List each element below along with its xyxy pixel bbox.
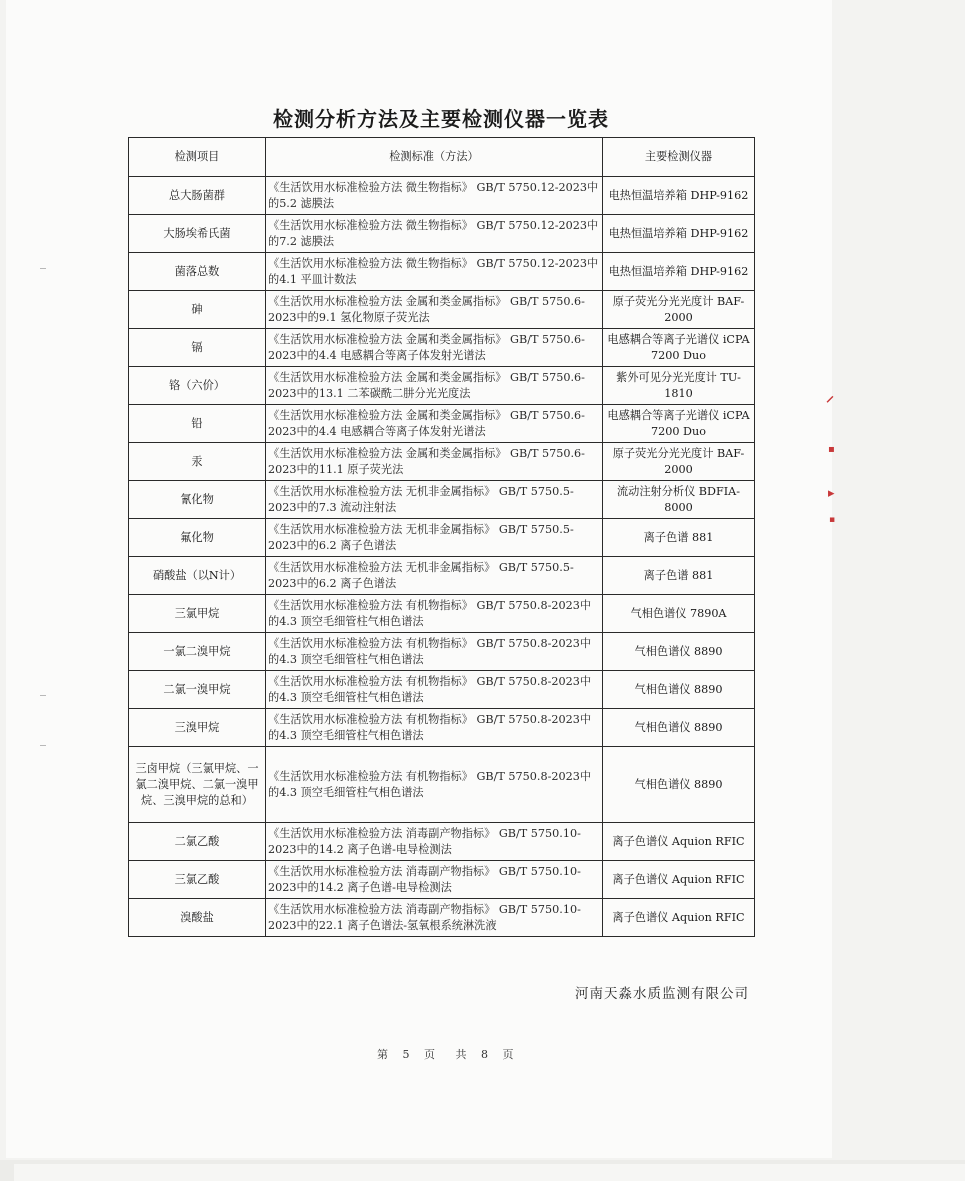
row-standard-cell: 《生活饮用水标准检验方法 有机物指标》 GB/T 5750.8-2023中的4.3 顶空毛细管柱气相色谱法 — [266, 595, 603, 633]
row-instrument-cell: 离子色谱仪 Aquion RFIC — [603, 861, 755, 899]
row-standard-cell: 《生活饮用水标准检验方法 金属和类金属指标》 GB/T 5750.6-2023中的11.1 原子荧光法 — [266, 443, 603, 481]
row-standard-cell: 《生活饮用水标准检验方法 微生物指标》 GB/T 5750.12-2023中的5.2 滤膜法 — [266, 177, 603, 215]
table-header-row — [129, 138, 755, 177]
table-body — [129, 177, 755, 937]
table-row — [129, 671, 755, 709]
table-row — [129, 823, 755, 861]
row-instrument-cell: 气相色谱仪 8890 — [603, 671, 755, 709]
row-instrument-cell: 离子色谱 881 — [603, 557, 755, 595]
row-item-cell: 硝酸盐（以N计） — [129, 557, 266, 595]
row-standard-cell: 《生活饮用水标准检验方法 消毒副产物指标》 GB/T 5750.10-2023中的14.2 离子色谱-电导检测法 — [266, 823, 603, 861]
row-standard-cell: 《生活饮用水标准检验方法 微生物指标》 GB/T 5750.12-2023中的4.1 平皿计数法 — [266, 253, 603, 291]
row-item-cell: 一氯二溴甲烷 — [129, 633, 266, 671]
row-instrument-cell: 电热恒温培养箱 DHP-9162 — [603, 177, 755, 215]
header-standard: 检测标准（方法） — [266, 138, 603, 177]
table-row — [129, 557, 755, 595]
row-standard-cell: 《生活饮用水标准检验方法 金属和类金属指标》 GB/T 5750.6-2023中的13.1 二苯碳酰二肼分光光度法 — [266, 367, 603, 405]
row-item-cell: 溴酸盐 — [129, 899, 266, 937]
row-standard-cell: 《生活饮用水标准检验方法 消毒副产物指标》 GB/T 5750.10-2023中的22.1 离子色谱法-氢氧根系统淋洗液 — [266, 899, 603, 937]
stamp-fragment: ▸ — [828, 486, 835, 501]
row-standard-cell: 《生活饮用水标准检验方法 无机非金属指标》 GB/T 5750.5-2023中的6.2 离子色谱法 — [266, 519, 603, 557]
table-row — [129, 899, 755, 937]
row-instrument-cell: 气相色谱仪 8890 — [603, 747, 755, 823]
row-instrument-cell: 气相色谱仪 7890A — [603, 595, 755, 633]
row-standard-cell: 《生活饮用水标准检验方法 微生物指标》 GB/T 5750.12-2023中的7.2 滤膜法 — [266, 215, 603, 253]
row-standard-cell: 《生活饮用水标准检验方法 金属和类金属指标》 GB/T 5750.6-2023中的4.4 电感耦合等离子体发射光谱法 — [266, 329, 603, 367]
total-unit: 页 — [502, 1048, 514, 1061]
row-instrument-cell: 气相色谱仪 8890 — [603, 633, 755, 671]
row-standard-cell: 《生活饮用水标准检验方法 无机非金属指标》 GB/T 5750.5-2023中的6.2 离子色谱法 — [266, 557, 603, 595]
row-instrument-cell: 电热恒温培养箱 DHP-9162 — [603, 253, 755, 291]
row-item-cell: 三氯甲烷 — [129, 595, 266, 633]
row-instrument-cell: 原子荧光分光光度计 BAF-2000 — [603, 291, 755, 329]
row-standard-cell: 《生活饮用水标准检验方法 有机物指标》 GB/T 5750.8-2023中的4.3 顶空毛细管柱气相色谱法 — [266, 709, 603, 747]
row-item-cell: 铅 — [129, 405, 266, 443]
scan-mark — [40, 695, 46, 696]
row-standard-cell: 《生活饮用水标准检验方法 有机物指标》 GB/T 5750.8-2023中的4.3 顶空毛细管柱气相色谱法 — [266, 633, 603, 671]
table-row — [129, 519, 755, 557]
table-row — [129, 177, 755, 215]
row-item-cell: 二氯一溴甲烷 — [129, 671, 266, 709]
row-item-cell: 氟化物 — [129, 519, 266, 557]
row-instrument-cell: 紫外可见分光光度计 TU-1810 — [603, 367, 755, 405]
row-item-cell: 二氯乙酸 — [129, 823, 266, 861]
row-item-cell: 大肠埃希氏菌 — [129, 215, 266, 253]
page-unit: 页 — [424, 1048, 435, 1061]
row-instrument-cell: 离子色谱仪 Aquion RFIC — [603, 823, 755, 861]
table-row — [129, 709, 755, 747]
row-item-cell: 砷 — [129, 291, 266, 329]
row-item-cell: 菌落总数 — [129, 253, 266, 291]
row-standard-cell: 《生活饮用水标准检验方法 金属和类金属指标》 GB/T 5750.6-2023中的4.4 电感耦合等离子体发射光谱法 — [266, 405, 603, 443]
row-standard-cell: 《生活饮用水标准检验方法 无机非金属指标》 GB/T 5750.5-2023中的7.3 流动注射法 — [266, 481, 603, 519]
table-row — [129, 595, 755, 633]
row-standard-cell: 《生活饮用水标准检验方法 有机物指标》 GB/T 5750.8-2023中的4.3 顶空毛细管柱气相色谱法 — [266, 747, 603, 823]
table-row — [129, 443, 755, 481]
row-item-cell: 汞 — [129, 443, 266, 481]
scan-mark — [40, 745, 46, 746]
stamp-fragment: ▪ — [828, 444, 835, 455]
row-instrument-cell: 原子荧光分光光度计 BAF-2000 — [603, 443, 755, 481]
row-item-cell: 三氯乙酸 — [129, 861, 266, 899]
row-item-cell: 总大肠菌群 — [129, 177, 266, 215]
header-instrument: 主要检测仪器 — [603, 138, 755, 177]
header-item: 检测项目 — [129, 138, 266, 177]
document-title: 检测分析方法及主要检测仪器一览表 — [273, 107, 609, 131]
row-item-cell: 镉 — [129, 329, 266, 367]
row-standard-cell: 《生活饮用水标准检验方法 有机物指标》 GB/T 5750.8-2023中的4.3 顶空毛细管柱气相色谱法 — [266, 671, 603, 709]
row-instrument-cell: 离子色谱 881 — [603, 519, 755, 557]
stamp-fragment: ▪ — [829, 515, 836, 525]
row-instrument-cell: 电感耦合等离子光谱仪 iCPA 7200 Duo — [603, 329, 755, 367]
row-item-cell: 三卤甲烷（三氯甲烷、一氯二溴甲烷、二氯一溴甲烷、三溴甲烷的总和） — [129, 747, 266, 823]
row-standard-cell: 《生活饮用水标准检验方法 消毒副产物指标》 GB/T 5750.10-2023中的14.2 离子色谱-电导检测法 — [266, 861, 603, 899]
next-page-edge — [0, 1160, 965, 1181]
row-item-cell: 氰化物 — [129, 481, 266, 519]
total-label: 共 — [455, 1048, 467, 1061]
row-item-cell: 铬（六价） — [129, 367, 266, 405]
row-instrument-cell: 离子色谱仪 Aquion RFIC — [603, 899, 755, 937]
row-instrument-cell: 气相色谱仪 8890 — [603, 709, 755, 747]
table-row — [129, 633, 755, 671]
table-row — [129, 215, 755, 253]
table-row — [129, 329, 755, 367]
scan-mark — [40, 268, 46, 269]
table-row — [129, 481, 755, 519]
row-instrument-cell: 电热恒温培养箱 DHP-9162 — [603, 215, 755, 253]
table-row — [129, 291, 755, 329]
methods-table — [128, 137, 755, 937]
table-row — [129, 367, 755, 405]
page-number: 5 — [402, 1048, 410, 1061]
row-instrument-cell: 流动注射分析仪 BDFIA-8000 — [603, 481, 755, 519]
table-row — [129, 747, 755, 823]
company-name: 河南天淼水质监测有限公司 — [575, 986, 749, 1002]
stamp-fragment: ⸝ — [826, 386, 835, 405]
table-row — [129, 405, 755, 443]
total-pages: 8 — [481, 1048, 488, 1061]
row-standard-cell: 《生活饮用水标准检验方法 金属和类金属指标》 GB/T 5750.6-2023中的9.1 氢化物原子荧光法 — [266, 291, 603, 329]
page-footer — [377, 1046, 520, 1062]
row-item-cell: 三溴甲烷 — [129, 709, 266, 747]
page-label: 第 — [377, 1048, 388, 1061]
row-instrument-cell: 电感耦合等离子光谱仪 iCPA 7200 Duo — [603, 405, 755, 443]
table-row — [129, 253, 755, 291]
table-row — [129, 861, 755, 899]
